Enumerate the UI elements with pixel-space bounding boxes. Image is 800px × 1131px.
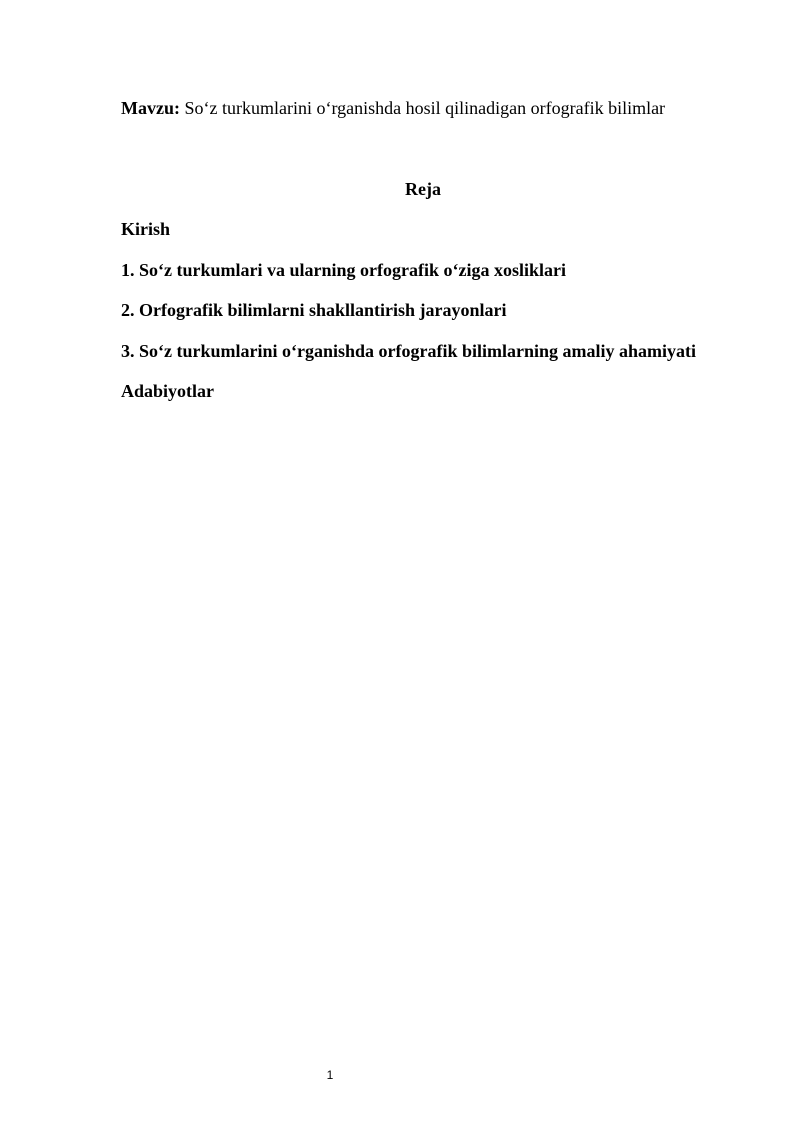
plan-item-2: 2. Orfografik bilimlarni shakllantirish jarayonlari (121, 300, 507, 320)
plan-heading: Reja (405, 179, 441, 199)
topic-line (121, 96, 665, 120)
plan-list (121, 217, 696, 420)
page-number: 1 (326, 1068, 334, 1082)
plan-item-introduction: Kirish (121, 219, 171, 239)
plan-item-references: Adabiyotlar (121, 381, 215, 401)
topic-label: Mavzu: (121, 98, 180, 118)
plan-item-1: 1. So‘z turkumlari va ularning orfografik o‘ziga xosliklari (121, 259, 566, 280)
plan-item-3: 3. So‘z turkumlarini o‘rganishda orfografik bilimlarning amaliy ahamiyati (121, 340, 697, 361)
topic-text: So‘z turkumlarini o‘rganishda hosil qilinadigan orfografik bilimlar (184, 98, 666, 118)
